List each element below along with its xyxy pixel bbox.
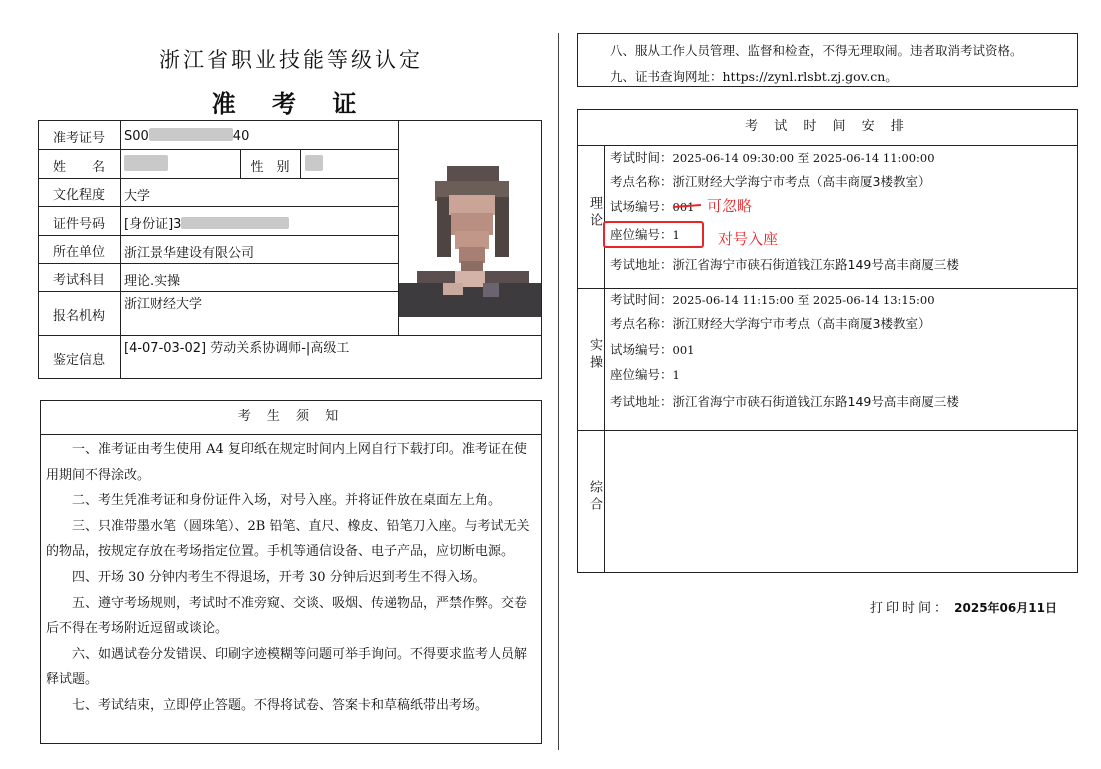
label-registrar: 报名机构 xyxy=(52,309,105,324)
theory-time: 考试时间：2025-06-14 09:30:00 至 2025-06-14 11:00:00 xyxy=(610,150,935,165)
notice-item: 一、准考证由考生使用 A4 复印纸在规定时间内上网自行下载打印。准考证在使用期间不得涂改。 xyxy=(46,442,527,483)
org-title: 浙江省职业技能等级认定 xyxy=(159,48,423,72)
practice-time: 考试时间：2025-06-14 11:15:00 至 2025-06-14 13:15:00 xyxy=(610,292,935,307)
theory-site: 考点名称：浙江财经大学海宁市考点（高丰商厦3楼教室） xyxy=(610,174,931,189)
label-ticket-no: 准考证号 xyxy=(52,131,105,146)
subject-value: 理论.实操 xyxy=(124,274,181,289)
label-cert-info: 鉴定信息 xyxy=(52,353,105,368)
notice-item: 三、只准带墨水笔（圆珠笔）、2B 铅笔、直尺、橡皮、铅笔刀入座。与考试无关的物品，按规定存放在考场指定位置。手机等通信设备、电子产品，应切断电源。 xyxy=(46,518,530,560)
annotation-ignore: 可忽略 xyxy=(707,197,753,215)
notice-title: 考 生 须 知 xyxy=(237,409,345,424)
practice-address: 考试地址：浙江省海宁市硖石街道钱江东路149号高丰商厦三楼 xyxy=(610,394,959,409)
id-no-value: [身份证]3 xyxy=(124,213,289,232)
label-gender: 性 别 xyxy=(250,160,290,175)
section-combined: 综合 xyxy=(587,480,602,514)
theory-room: 试场编号：001 xyxy=(610,199,695,214)
employer-value: 浙江景华建设有限公司 xyxy=(124,246,255,261)
label-education: 文化程度 xyxy=(52,188,105,203)
notice-item: 四、开场 30 分钟内考生不得退场，开考 30 分钟后迟到考生不得入场。 xyxy=(72,569,486,585)
schedule-title: 考 试 时 间 安 排 xyxy=(745,119,910,134)
practice-site: 考点名称：浙江财经大学海宁市考点（高丰商厦3楼教室） xyxy=(610,316,931,331)
registrar-value: 浙江财经大学 xyxy=(124,297,203,312)
practice-room: 试场编号：001 xyxy=(610,342,695,357)
page-divider xyxy=(558,33,559,750)
label-name: 姓 名 xyxy=(52,160,105,175)
notice-item: 五、遵守考场规则，考试时不准旁窥、交谈、吸烟、传递物品，严禁作弊。交卷后不得在考场附近逗留或谈论。 xyxy=(46,595,528,637)
candidate-photo xyxy=(399,121,541,334)
label-employer: 所在单位 xyxy=(52,245,105,260)
notice-item: 六、如遇试卷分发错误、印刷字迹模糊等问题可举手询问。不得要求监考人员解释试题。 xyxy=(46,646,528,688)
education-value: 大学 xyxy=(124,189,151,204)
name-redacted xyxy=(124,155,168,171)
notice-item: 七、考试结束，立即停止答题。不得将试卷、答案卡和草稿纸带出考场。 xyxy=(72,697,489,713)
section-theory: 理论 xyxy=(587,196,602,230)
notice-list xyxy=(46,437,536,719)
cert-info-value: [4-07-03-02] 劳动关系协调师-|高级工 xyxy=(124,341,350,356)
theory-seat: 座位编号：1 xyxy=(610,227,680,242)
section-practice: 实操 xyxy=(587,338,602,372)
doc-title: 准 考 证 xyxy=(211,90,371,118)
theory-address: 考试地址：浙江省海宁市硖石街道钱江东路149号高丰商厦三楼 xyxy=(610,257,959,272)
ticket-no-value: S00 40 xyxy=(124,129,250,144)
practice-seat: 座位编号：1 xyxy=(610,367,680,382)
label-subject: 考试科目 xyxy=(52,273,105,288)
notice-item-8: 八、服从工作人员管理、监督和检查，不得无理取闹。违者取消考试资格。 xyxy=(610,43,1023,58)
print-time xyxy=(870,597,1057,616)
gender-redacted xyxy=(305,155,323,171)
notice-continued-box xyxy=(577,33,1078,87)
notice-item: 二、考生凭准考证和身份证件入场，对号入座。并将证件放在桌面左上角。 xyxy=(72,493,502,509)
notice-item-9: 九、证书查询网址：https://zynl.rlsbt.zj.gov.cn。 xyxy=(610,69,898,84)
label-id-no: 证件号码 xyxy=(52,217,105,232)
print-time-label: 打印时间： xyxy=(870,601,951,616)
print-time-value: 2025年06月11日 xyxy=(954,601,1057,615)
annotation-seat: 对号入座 xyxy=(718,230,779,248)
